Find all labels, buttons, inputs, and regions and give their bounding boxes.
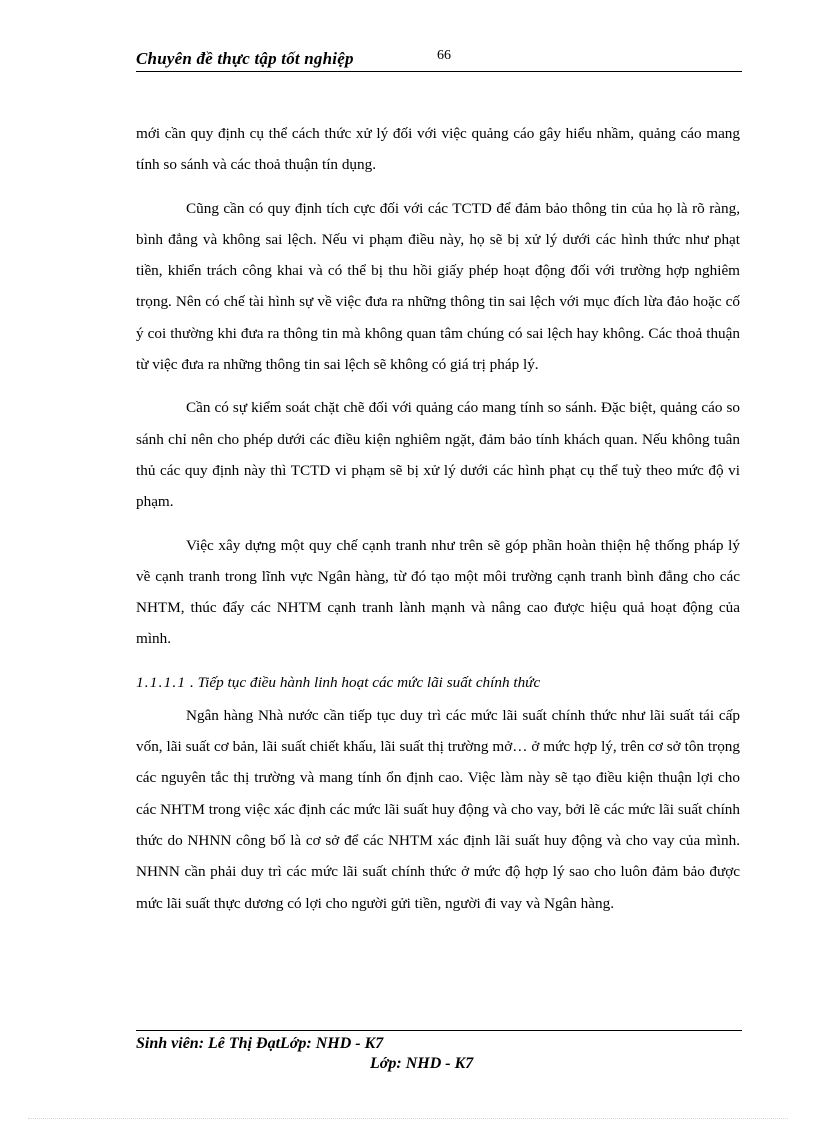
paragraph-comparative-advertising: Cần có sự kiểm soát chặt chẽ đối với quảng cáo mang tính so sánh. Đặc biệt, quảng cáo so sánh chỉ nên cho phép dưới các điều kiện nghiêm ngặt, đảm bảo tính khách quan. Nếu không tuân thủ các quy định này thì TCTD vi phạm sẽ bị xử lý dưới các hình phạt cụ thể tuỳ theo mức độ vi phạm.	[136, 399, 740, 511]
section-title: . Tiếp tục điều hành linh hoạt các mức lãi suất chính thức	[189, 673, 541, 691]
footer-divider	[136, 1030, 742, 1031]
page-number: 66	[437, 48, 451, 63]
paragraph-competition-regulation: Việc xây dựng một quy chế cạnh tranh như trên sẽ góp phần hoàn thiện hệ thống pháp lý về cạnh tranh trong lĩnh vực Ngân hàng, từ đó tạo một môi trường cạnh tranh bình đẳng cho các NHTM, thúc đẩy các NHTM cạnh tranh lành mạnh và nâng cao được hiệu quả hoạt động của mình.	[136, 536, 740, 648]
paragraph-accurate-information: Cũng cần có quy định tích cực đối với các TCTD để đảm bảo thông tin của họ là rõ ràng, bình đẳng và không sai lệch. Nếu vi phạm điều này, họ sẽ bị xử lý dưới các hình thức như phạt tiền, khiển trách công khai và có thể bị thu hồi giấy phép hoạt động đối với trường hợp nghiêm trọng. Nên có chế tài hình sự về việc đưa ra những thông tin sai lệch với mục đích lừa đảo hoặc cố ý coi thường khi đưa ra thông tin mà không quan tâm chúng có sai lệch hay không. Các thoả thuận từ việc đưa ra những thông tin sai lệch sẽ không có giá trị pháp lý.	[136, 199, 740, 374]
paragraph-continuation: mới cần quy định cụ thể cách thức xử lý đối với việc quảng cáo gây hiểu nhầm, quảng cáo mang tính so sánh và các thoả thuận tín dụng.	[136, 125, 740, 174]
header-divider	[136, 71, 742, 72]
page-edge-divider	[28, 1118, 788, 1119]
section-heading	[136, 667, 740, 698]
page-header	[136, 48, 742, 72]
page-body	[136, 118, 740, 931]
footer-class: Lớp: NHD - K7	[370, 1055, 474, 1072]
section-number: 1.1.1.1	[136, 673, 187, 691]
footer-student: Sinh viên: Lê Thị ĐạtLớp: NHD - K7	[136, 1035, 384, 1052]
paragraph-interest-rates: Ngân hàng Nhà nước cần tiếp tục duy trì các mức lãi suất chính thức như lãi suất tái cấp vốn, lãi suất cơ bản, lãi suất chiết khấu, lãi suất thị trường mở… ở mức hợp lý, trên cơ sở tôn trọng các nguyên tắc thị trường và mang tính ổn định cao. Việc làm này sẽ tạo điều kiện thuận lợi cho các NHTM trong việc xác định các mức lãi suất huy động và cho vay, bởi lẽ các mức lãi suất chính thức do NHNN công bố là cơ sở để các NHTM xác định lãi suất huy động và cho vay của mình. NHNN cần phải duy trì các mức lãi suất chính thức ở mức độ hợp lý sao cho luôn đảm bảo được mức lãi suất thực dương có lợi cho người gửi tiền, người đi vay và Ngân hàng.	[136, 706, 740, 912]
header-title: Chuyên đề thực tập tốt nghiệp	[136, 49, 354, 68]
